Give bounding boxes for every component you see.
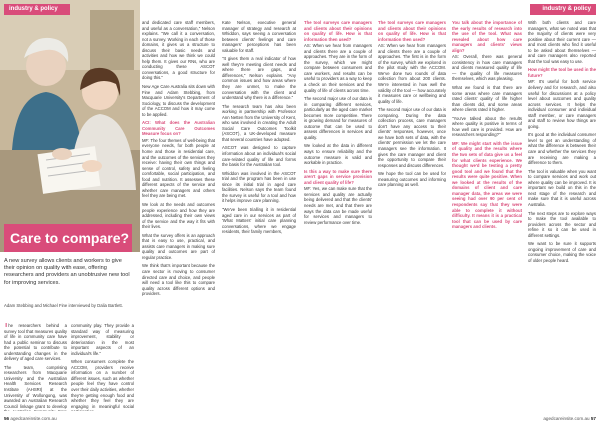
paragraph: AS: When we hear from managers and clients there are a couple of approaches. The first is in the form of the survey, which we explored in the pilot study with the ACCOM. We've done two rounds of data collection from about 200 clients. We're interested in how well the validity of the tool — how accurately it measures care or wellbeing and quality of life. xyxy=(378,43,446,104)
paragraph: The research team has also been working in partnership with Professor Ann Netten from the University of Kent, who was involved in creating the Adult Social Care Outcomes Toolkit (ASCOT), a UK-developed measure that several countries have adopted. xyxy=(222,103,296,142)
left-footer xyxy=(4,416,57,421)
paragraph: We look at the needs and outcomes people experience and how they are addressed, including their own views of the service and the way it fits with their lives. xyxy=(142,201,215,230)
page-number: 57 xyxy=(590,416,596,421)
paragraph: New Age Care Australia sits down with Fine and Adam Stebbing, from Macquarie University's Department of Sociology, to discuss the development of the ACCOM and how it may come to be applied. xyxy=(142,84,215,117)
article-intro: A new survey allows clients and workers to give their opinion on quality with ease, offering researchers and providers an unobtrusive new tool for improving services. xyxy=(4,258,130,286)
interview-question: How might the tool be used in the future? xyxy=(528,67,596,78)
paragraph: The researchers behind a survey tool that measures quality of life in community care have had a public seminar to discuss the potential to contribute to understanding changes in the delivery of aged care services. xyxy=(4,323,67,362)
paragraph: The team, comprising researchers from Macquarie University and the Australian Health Services Research Institute (AHSRI) at the University of Wollongong, was awarded an Australian Research Council linkage grant to develop xyxy=(4,364,67,409)
paragraph: It's good at the individual consumer level to get an understanding of what the difference is between their care and whether the services they are receiving are making a difference to them. xyxy=(528,132,596,166)
right-column-4 xyxy=(528,20,596,412)
right-footer xyxy=(543,416,596,421)
paragraph: Whiddon was involved in the ASCOT trial and the program has been in use since its initial trial in aged care facilities. Nelson says the team found the survey is useful for a tool and how it helps improve care planning. xyxy=(222,170,296,204)
paragraph: The second major use of our data is in comparing different services, particularly as the aged care market becomes more competitive. There is growing demand for measures of outcome that can be used to assess differences in services and quality. xyxy=(304,96,372,140)
paragraph: The next steps are to explore ways to make the tool available to providers across the sector and refine it so it can be used in different settings. xyxy=(528,210,596,238)
interview-question: The tool surveys care managers and clients about their opinions on quality of life. How is that information then used? xyxy=(304,20,372,42)
paragraph: MF: Yes, we can make sure that the services and quality are actually being delivered and that the clients' needs are met, and that there are ways the data can be made useful for services and managers to review performance over time. xyxy=(304,186,372,225)
paragraph: AS: When we hear from managers and clients there are a couple of approaches. They are in the form of the survey, which we might compare between consumers and care workers, and results can be useful to providers as a way to keep a check on their services and the quality of life of clients across time. xyxy=(304,43,372,93)
interview-question: MF: We might start with the issue of quality and the results where the two sets of data give us a feel for what clients experience. We thought we'd be testing a pretty good tool and we found that the results were quite positive. When we looked at the results of the domains of client and care manager data, the areas we were seeing had over 90 per cent of respondents say that they were able to complete it without difficulty. It means it is a practical tool that can be used by care managers and clients. xyxy=(452,140,522,230)
paragraph: MF: The four themes of well-being that everyone needs, for both people at home and those in residential care, and the outcomes of the services they receive: having their own things and sense of control, safety and feeling comfortable, social participation, and food and nutrition. It assesses these different aspects of the service and whether care managers and others feel they are being met. xyxy=(142,137,215,199)
interview-question: Is this a way to make sure there aren't gaps in service provision and client quality of life? xyxy=(304,168,372,185)
paragraph: What the survey offers is an approach that is easy to use, practical, and assists care managers in making sure quality and outcomes are part of regular practice. xyxy=(142,232,215,260)
article-byline: Adam Stebbing and Michael Fine interviewed by Dalia Bartlett. xyxy=(4,303,123,308)
paragraph: What we found is that there are some areas where care managers rated clients' quality of life higher than clients did, and some areas where clients rated it higher. xyxy=(452,85,522,113)
paragraph: community play. They provide a standard way of measuring improvement, stability or deterioration in the most important aspects of an individual's life." xyxy=(71,323,134,356)
paragraph: The second major use of our data is comparing. During the data collection process, care managers don't have any access to their clients' responses, however, once we have both sets of data, with the clients' permission we let the care managers see the information. It gives the care manager and client the opportunity to compare their responses and discuss differences. xyxy=(378,107,446,168)
paragraph: We want to be sure it supports ongoing improvement of care and consumer choice, making the voice of older people heard. xyxy=(528,241,596,263)
right-page xyxy=(300,0,600,424)
paragraph: and dedicated care staff members, and useful as a conversation," Nelson explains. "We call it a conversation, not a survey. Working in each of those domains, it gives us a structure to discuss their basic needs and activities and how we think we could help them. It gives our RNs, who are conducting these ASCOT conversations, a good structure for doing this." xyxy=(142,20,215,81)
left-column-1 xyxy=(4,323,67,411)
paragraph: "We've been trialling it in residential aged care in our services as part of 'What Matters' initial care planning conversations, where we engage residents, their family members, xyxy=(222,206,296,235)
page-number: 56 xyxy=(4,416,10,421)
paragraph: The tool is valuable when you want to compare services and work out where quality can be improved. It is important we build on this in the next stage of the research and make sure that it is useful across Australia. xyxy=(528,168,596,207)
left-column-4 xyxy=(222,20,296,412)
paragraph: "You've talked about the results where quality is positive in terms of how well care is provided. How are researchers responding?" xyxy=(452,115,522,138)
right-column-2 xyxy=(378,20,446,412)
paragraph: With both clients and care managers, what we noted was that the majority of clients were very positive about their current care — and most clients who find it useful to be asked about themselves — and care managers also reported that the tool was easy to use. xyxy=(528,20,596,64)
right-column-1 xyxy=(304,20,372,412)
photo-illustration xyxy=(0,0,140,252)
footer-site: agedcareinsite.com.au xyxy=(10,416,57,421)
paragraph: We looked at the data in different ways to ensure reliability and the outcome measure is valid and workable in practice. xyxy=(304,143,372,166)
interview-question: You talk about the importance of the early results of research into the use of the tool. What was revealed about how care managers and clients' views align? xyxy=(452,20,522,53)
paragraph: Kate Nelson, executive general manager of strategy and research at Whiddon, says seeing a conversation between clients' feelings and care managers' perceptions has been valuable for staff. xyxy=(222,20,296,53)
paragraph: ASCOT was designed to capture information about an individual's social care-related quality of life and forms the basis for the Australian tool. xyxy=(222,145,296,168)
article-title: Care to compare? xyxy=(4,224,132,252)
section-tab: industry & policy xyxy=(4,4,70,15)
left-column-3 xyxy=(142,20,215,412)
paragraph: "It gives them a real indicator of how well they're meeting client needs and where there are gaps, and differences," Nelson explains. "Any common issues and how areas where they are unmet, to make the conversation with the client and understand why there is a difference." xyxy=(222,56,296,101)
paragraph: We hope the tool can be used for measuring outcomes and informing care planning as well. xyxy=(378,171,446,188)
paragraph: When consumers complete the ACCOM, providers receive information on a number of different issues, such as whether people feel they have control over their daily activities, whether they're getting enough food and whether they feel they are engaging in meaningful social xyxy=(71,359,134,409)
left-column-2 xyxy=(71,323,134,411)
footer-site: agedcareinsite.com.au xyxy=(543,416,590,421)
article-photo xyxy=(0,0,140,252)
interview-question: The tool surveys care managers and clients about their opinions on quality of life. How is that information then used? xyxy=(378,20,446,42)
paragraph: MF: It's useful for both service delivery and for research, and also useful for discussions at a policy level about outcomes and quality across services. It helps the individual consumer and individual staff member, or care managers and staff to review how things are going. xyxy=(528,79,596,129)
right-column-3 xyxy=(452,20,522,412)
section-tab: industry & policy xyxy=(530,4,596,15)
paragraph: We think that's important because the care sector is moving to consumer directed care and choice, and people will need a tool like this to compare quality across different options and providers. xyxy=(142,263,215,297)
paragraph: AS: Overall, there was general consistency in how care managers and clients measured quality of life — the quality of life measures themselves, which was pleasing. xyxy=(452,54,522,82)
interview-question: ACI: What does the Australian Community Care Outcomes Measure focus on? xyxy=(142,120,215,137)
